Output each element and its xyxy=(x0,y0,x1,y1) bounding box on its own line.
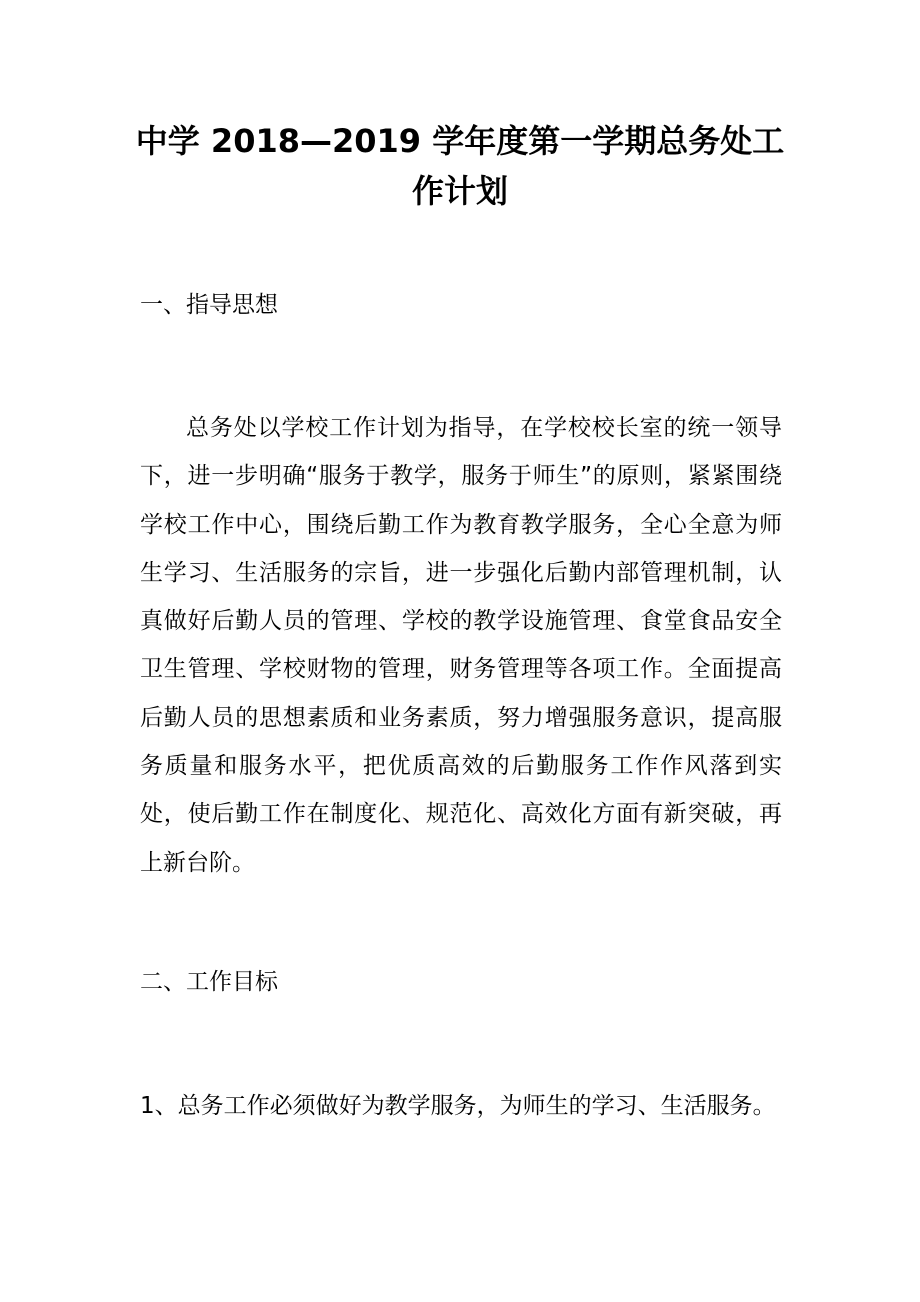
document-title: 中学 2018—2019 学年度第一学期总务处工作计划 xyxy=(135,122,785,210)
paragraph-work-goal-1: 1、总务工作必须做好为教学服务，为师生的学习、生活服务。 xyxy=(140,1093,776,1119)
section-heading-work-goals: 二、工作目标 xyxy=(140,969,278,995)
paragraph-guiding-ideology: 总务处以学校工作计划为指导，在学校校长室的统一领导下，进一步明确“服务于教学，服务于师生”的原则，紧紧围绕学校工作中心，围绕后勤工作为教育教学服务，全心全意为师生学习、生活服务的宗旨，进一步强化后勤内部管理机制，认真做好后勤人员的管理、学校的教学设施管理、食堂食品安全卫生管理、学校财物的管理，财务管理等各项工作。全面提高后勤人员的思想素质和业务素质，努力增强服务意识，提高服务质量和服务水平，把优质高效的后勤服务工作作风落到实处，使后勤工作在制度化、规范化、高效化方面有新突破，再上新台阶。 xyxy=(140,415,782,876)
section-heading-guiding-ideology: 一、指导思想 xyxy=(140,292,278,318)
